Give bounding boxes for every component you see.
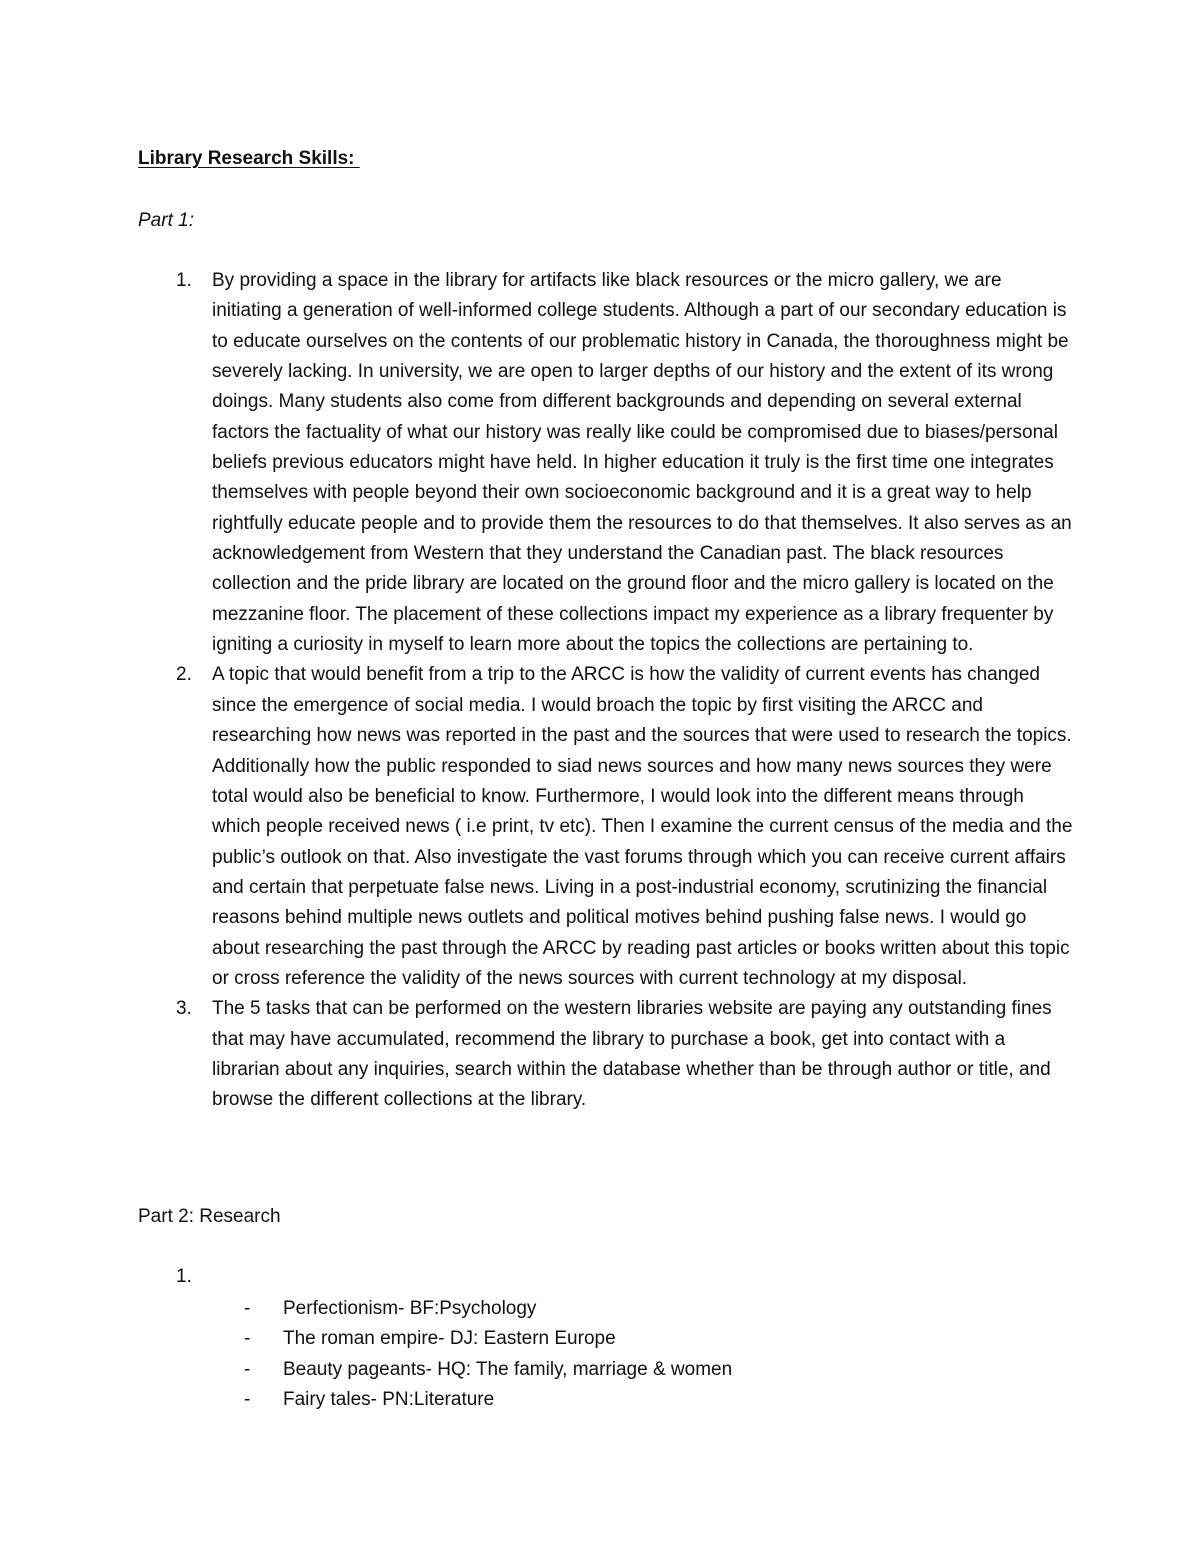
list-item-text: By providing a space in the library for artifacts like black resources or the micro gallery, we are initiating a generation of well-informed college students. Although a part of our secondary education is to educate ourselves on the contents of our problematic history in Canada, the thoroughness might be severely lacking. In university, we are open to larger depths of our history and the extent of its wrong doings. Many students also come from different backgrounds and depending on several external factors the factuality of what our history was really like could be compromised due to biases/personal beliefs previous educators might have held. In higher education it truly is the first time one integrates themselves with people beyond their own socioeconomic background and it is a great way to help rightfully educate people and to provide them the resources to do that themselves. It also serves as an acknowledgement from Western that they understand the Canadian past. The black resources collection and the pride library are located on the ground floor and the micro gallery is located on the mezzanine floor. The placement of these collections impact my experience as a library frequenter by igniting a curiosity in myself to learn more about the topics the collections are pertaining to.: [212, 270, 1072, 656]
list-item: [244, 1294, 732, 1324]
list-item: [138, 660, 1073, 994]
part-2-label: Part 2: Research: [138, 1206, 281, 1227]
list-item-text: Fairy tales- PN:Literature: [283, 1389, 495, 1411]
dash-bullet: -: [244, 1389, 251, 1411]
part-2-item-number: 1.: [176, 1266, 192, 1287]
list-item: [138, 266, 1073, 660]
list-item: [244, 1355, 732, 1385]
part-2-list: [244, 1294, 732, 1415]
list-item-number: 2.: [176, 664, 192, 686]
list-item-text: Beauty pageants- HQ: The family, marriage & women: [283, 1358, 733, 1380]
list-item: [244, 1385, 732, 1415]
list-item: [244, 1324, 732, 1354]
list-item-number: 3.: [176, 998, 192, 1020]
dash-bullet: -: [244, 1328, 251, 1350]
dash-bullet: -: [244, 1358, 251, 1380]
list-item-number: 1.: [176, 270, 192, 291]
list-item-text: The roman empire- DJ: Eastern Europe: [283, 1328, 616, 1350]
list-item: [138, 994, 1073, 1115]
list-item-text: Perfectionism- BF:Psychology: [283, 1298, 537, 1319]
list-item-text: The 5 tasks that can be performed on the western libraries website are paying any outstanding fines that may have accumulated, recommend the library to purchase a book, get into contact with a librarian about any inquiries, search within the database whether than be through author or title, and browse the different collections at the library.: [212, 998, 1052, 1111]
document-title: Library Research Skills:: [138, 148, 360, 169]
dash-bullet: -: [244, 1298, 251, 1319]
part-1-list: [138, 266, 1073, 1116]
part-1-label: Part 1:: [138, 210, 194, 231]
list-item-text: A topic that would benefit from a trip to the ARCC is how the validity of current events has changed since the emergence of social media. I would broach the topic by first visiting the ARCC and researching how news was reported in the past and the sources that were used to research the topics. Additionally how the public responded to siad news sources and how many news sources they were total would also be beneficial to know. Furthermore, I would look into the different means through which people received news ( i.e print, tv etc). Then I examine the current census of the media and the public’s outlook on that. Also investigate the vast forums through which you can receive current affairs and certain that perpetuate false news. Living in a post-industrial economy, scrutinizing the financial reasons behind multiple news outlets and political motives behind pushing false news. I would go about researching the past through the ARCC by reading past articles or books written about this topic or cross reference the validity of the news sources with current technology at my disposal.: [212, 664, 1073, 989]
